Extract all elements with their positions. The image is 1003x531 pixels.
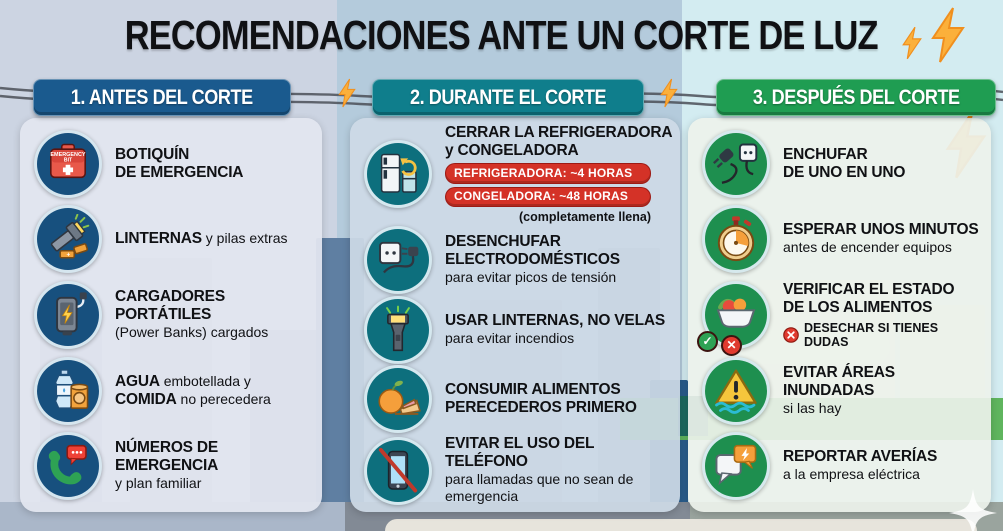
duration-pills xyxy=(445,163,674,207)
list-item xyxy=(356,365,674,433)
item-text-line: COMIDA no perecedera xyxy=(115,390,271,408)
svg-text:EMERGENCY: EMERGENCY xyxy=(50,151,86,158)
item-text xyxy=(783,146,985,182)
item-text-line: LINTERNAS y pilas extras xyxy=(115,230,288,248)
list-item xyxy=(26,281,316,349)
flood-warning-icon xyxy=(702,357,770,425)
item-text-line: NÚMEROS DE EMERGENCIA xyxy=(115,439,219,475)
item-text xyxy=(445,381,674,417)
item-text-line: ELECTRODOMÉSTICOS xyxy=(445,250,620,268)
list-item xyxy=(356,296,674,364)
item-text-line: (Power Banks) cargados xyxy=(115,323,269,340)
bottom-box xyxy=(385,519,977,531)
column-durante xyxy=(350,118,680,512)
item-text-line: EVITAR ÁREAS INUNDADAS xyxy=(783,363,895,399)
list-item xyxy=(26,205,316,273)
item-text xyxy=(445,124,674,225)
no-phone-icon xyxy=(364,437,432,505)
item-text-line: si las hay xyxy=(783,399,842,416)
item-text xyxy=(783,221,985,257)
item-text-line: para llamadas que no sean de emergencia xyxy=(445,470,634,505)
perishable-food-icon xyxy=(364,365,432,433)
item-text xyxy=(783,281,985,349)
plug-in-icon xyxy=(702,130,770,198)
item-text xyxy=(115,373,316,409)
item-text-line: para evitar picos de tensión xyxy=(445,268,617,285)
list-item xyxy=(694,130,985,198)
list-item xyxy=(356,226,674,294)
item-text xyxy=(115,146,316,182)
item-text-line: y plan familiar xyxy=(115,475,202,492)
section-header-label: 1. ANTES DEL CORTE xyxy=(71,85,253,109)
item-text-line: a la empresa eléctrica xyxy=(783,466,920,483)
emergency-call-icon xyxy=(34,432,102,500)
list-item xyxy=(694,205,985,273)
item-text-line: para evitar incendios xyxy=(445,329,575,346)
list-item xyxy=(694,357,985,425)
flashlight-glow-icon xyxy=(364,296,432,364)
item-text-line: ENCHUFAR xyxy=(783,145,868,163)
water-food-icon xyxy=(34,357,102,425)
check-circle-icon: ✓ xyxy=(697,331,718,352)
item-text-line: DESENCHUFAR xyxy=(445,233,561,251)
unplug-icon xyxy=(364,226,432,294)
list-item xyxy=(356,124,674,225)
item-text-line: PERECEDEROS PRIMERO xyxy=(445,399,637,417)
report-chat-icon xyxy=(702,432,770,500)
duration-pill: REFRIGERADORA: ~4 HORAS xyxy=(445,163,651,183)
stopwatch-icon xyxy=(702,205,770,273)
list-item xyxy=(26,432,316,500)
discard-warning xyxy=(783,321,985,349)
page-title: RECOMENDACIONES ANTE UN CORTE DE LUZ xyxy=(125,11,878,58)
item-text-line: USAR LINTERNAS, NO VELAS xyxy=(445,311,665,329)
list-item xyxy=(356,435,674,507)
x-circle-icon xyxy=(783,327,799,343)
item-text-line: CERRAR LA REFRIGERADORA xyxy=(445,123,673,141)
item-text-line: VERIFICAR EL ESTADO xyxy=(783,281,955,299)
item-text xyxy=(783,448,985,484)
sparkle-icon xyxy=(946,486,1000,531)
item-text-line: CONSUMIR ALIMENTOS xyxy=(445,381,621,399)
item-text-line: DE UNO EN UNO xyxy=(783,163,906,181)
item-text xyxy=(445,312,674,348)
item-text-line: AGUA embotellada y xyxy=(115,372,251,390)
power-bank-icon xyxy=(34,281,102,349)
item-text-line: REPORTAR AVERÍAS xyxy=(783,448,938,466)
section-header-despues xyxy=(716,79,996,116)
item-text xyxy=(783,364,985,418)
item-text xyxy=(115,439,316,493)
column-despues xyxy=(688,118,991,512)
svg-text:BIT: BIT xyxy=(63,157,73,164)
section-header-label: 2. DURANTE EL CORTE xyxy=(409,85,607,109)
list-item xyxy=(26,357,316,425)
flashlight-batteries-icon xyxy=(34,205,102,273)
list-item xyxy=(694,432,985,500)
svg-text:+: + xyxy=(66,251,71,259)
discard-warning-label: DESECHAR SI TIENES DUDAS xyxy=(804,320,939,349)
list-item xyxy=(26,130,316,198)
column-antes xyxy=(20,118,322,512)
section-header-label: 3. DESPUÉS DEL CORTE xyxy=(752,85,960,109)
item-text xyxy=(115,230,316,248)
item-text-line: BOTIQUÍN xyxy=(115,145,190,163)
item-text-line: antes de encender equipos xyxy=(783,239,952,256)
item-text-line: DE LOS ALIMENTOS xyxy=(783,298,933,316)
lightning-bolt-icon xyxy=(338,78,356,108)
x-circle-icon: ✕ xyxy=(721,335,742,356)
food-check-icon xyxy=(702,281,770,353)
list-item xyxy=(694,281,985,353)
item-text xyxy=(445,233,674,287)
lightning-bolt-icon xyxy=(660,78,678,108)
item-text-line: y CONGELADORA xyxy=(445,141,579,159)
item-text-line: EVITAR EL USO DEL TELÉFONO xyxy=(445,434,595,470)
item-text xyxy=(115,288,316,342)
duration-pill: CONGELADORA: ~48 HORAS xyxy=(445,187,651,207)
page-title-row xyxy=(0,6,1003,64)
first-aid-kit-icon xyxy=(34,130,102,198)
pill-note: (completamente llena) xyxy=(519,210,651,225)
refrigerator-icon xyxy=(364,140,432,208)
item-text-line: CARGADORES PORTÁTILES xyxy=(115,288,225,324)
section-header-antes xyxy=(33,79,291,116)
item-text-line: ESPERAR UNOS MINUTOS xyxy=(783,221,979,239)
item-text xyxy=(445,435,674,507)
section-header-durante xyxy=(372,79,644,116)
item-text-line: DE EMERGENCIA xyxy=(115,163,244,181)
